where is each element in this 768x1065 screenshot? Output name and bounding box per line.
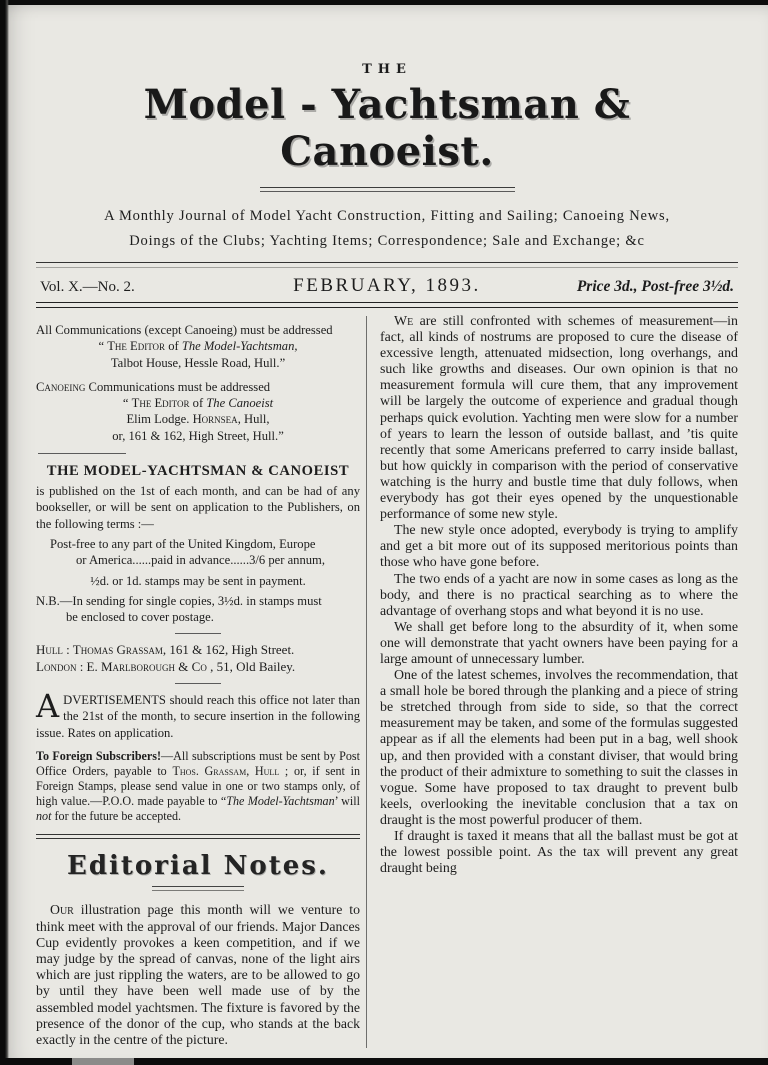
issue-date: FEBRUARY, 1893. [293, 275, 481, 296]
editor-canoeist-address-2: or, 161 & 162, High Street, Hull.” [112, 428, 284, 443]
masthead-rule [260, 187, 515, 192]
publisher-london: London : E. Marlborough & Co , 51, Old Bailey. [36, 658, 296, 674]
editor-canoeist-line: “ The Editor of The Canoeist [122, 396, 274, 411]
publication-heading: THE MODEL-YACHTSMAN & CANOEIST [46, 463, 350, 480]
editorial-paragraph: Our illustration page this month will we venture to think meet with the approval of our friends. Major Dances Cup evidently provokes a keen competition, and if we may judge by the spread of canvas, none of the light airs which are just rippling the waters, are to be allowed to go by until they have been well made use of by the assembled model yachtsmen. The fixture is favored by the presence of the donor of the cup, who stands at the back exactly in the centre of the picture. [36, 902, 360, 1048]
editorial-notes-heading: Editorial Notes. [67, 851, 329, 882]
subtitle-line-2: Doings of the Clubs; Yachting Items; Correspondence; Sale and Exchange; &c [129, 233, 645, 249]
nb-line-1: N.B.—In sending for single copies, 3½d. in stamps must [36, 593, 322, 608]
masthead-title: Model - Yachtsman & Canoeist. [143, 81, 631, 175]
horizontal-rule [36, 302, 738, 308]
section-rule [175, 683, 221, 684]
nb-line-2: be enclosed to cover postage. [66, 610, 214, 625]
publication-intro: is published on the 1st of each month, and can be had of any bookseller, or will be sent on application to the Publishers, on the following terms :— [36, 484, 360, 531]
dateline [36, 268, 738, 302]
editor-yachtsman-line: “ The Editor of The Model-Yachtsman, [98, 339, 298, 354]
column-divider-rule [366, 316, 367, 1048]
advertisements-notice: ADVERTISEMENTS should reach this office not later than the 21st of the month, to secure insertion in the following issue. Rates on application. [36, 687, 360, 740]
article-paragraph: We shall get before long to the absurdity of it, when some one will demonstrate that yacht owners have been paying for a large amount of unnecessary lumber. [380, 619, 738, 667]
price: Price 3d., Post-free 3½d. [576, 278, 734, 295]
terms-line-2: or America......paid in advance......3/6 per annum, [76, 553, 325, 568]
section-rule-double [36, 834, 360, 839]
section-rule [175, 633, 221, 634]
heading-rule [152, 886, 244, 891]
editor-canoeist-address-1: Elim Lodge. Hornsea, Hull, [126, 412, 270, 427]
section-rule [38, 453, 126, 454]
subtitle-line-1: A Monthly Journal of Model Yacht Construction, Fitting and Sailing; Canoeing News, [104, 208, 670, 224]
canoeing-communications-line: Canoeing Communications must be addressed [36, 379, 271, 394]
terms-line-1: Post-free to any part of the United Kingdom, Europe [50, 536, 316, 551]
masthead-subtitle [36, 204, 738, 254]
volume-number: Vol. X.—No. 2. [40, 279, 135, 295]
terms-line-3: ½d. or 1d. stamps may be sent in payment. [90, 573, 306, 588]
publisher-hull: Hull : Thomas Grassam, 161 & 162, High Street. [36, 642, 295, 658]
article-paragraph: The two ends of a yacht are now in some cases as long as the body, and there is no practical searching as to where the advantage of overhang stops and what beyond it is no use. [380, 571, 738, 619]
left-column [36, 314, 366, 1048]
masthead [36, 62, 738, 254]
masthead-kicker: THE [362, 62, 412, 77]
two-column-body [36, 314, 738, 1048]
right-column [370, 314, 738, 1048]
editor-yachtsman-address: Talbot House, Hessle Road, Hull.” [110, 355, 286, 370]
foreign-subscribers-notice: To Foreign Subscribers!—All subscriptions must be sent by Post Office Orders, payable to Thos. Grassam, Hull ; or, if sent in Foreign Stamps, please send value in one or two stamps only, of high value.—P.O.O. made payable to “The Model-Yachtsman’ will not for the future be accepted. [36, 748, 361, 823]
article-paragraph: One of the latest schemes, involves the recommendation, that a small hole be bored through the planking and a piece of string be stretched through from side to side, so that the correct measurement may be taken, and some of the formulas suggested appear as if all the elements had been put in a bag, well shook up, and then provided with a constant diviser, that would bring the product of their admixture to something to suit the classes in vogue. Some have proposed to tax draught to prevent bulb keels, overlooking the inevitable conclusion that a tax on draught is the most powerful producer of them. [380, 668, 738, 828]
article-paragraph: The new style once adopted, everybody is trying to amplify and get a bit more out of its supposed meritorious points than those who have gone before. [380, 523, 738, 571]
article-paragraph: We are still confronted with schemes of measurement—in fact, all kinds of nostrums are proposed to cure the disease of excessive length, attenuated midsection, long overhangs, and such like growths and diseases. Our own opinion is that no measurement formula will cure them, that any improvement will be largely the outcome of experience and gradual though perhaps quick evolution. Yachting men were slow for a number of years to learn the lesson of outside ballast, and ’tis quite recently that some Americans preferred to carry inside ballast, but how quickly in comparison with the period of conservative watching is the hurry and bustle time that duly follows, when everybody has got their eyes opened by the unquestionable performance of some new style. [380, 314, 738, 523]
communications-line: All Communications (except Canoeing) must be addressed [36, 323, 333, 337]
article-paragraph: If draught is taxed it means that all the ballast must be got at the lowest possible point. As the tax will prevent any great draught being [380, 829, 738, 877]
